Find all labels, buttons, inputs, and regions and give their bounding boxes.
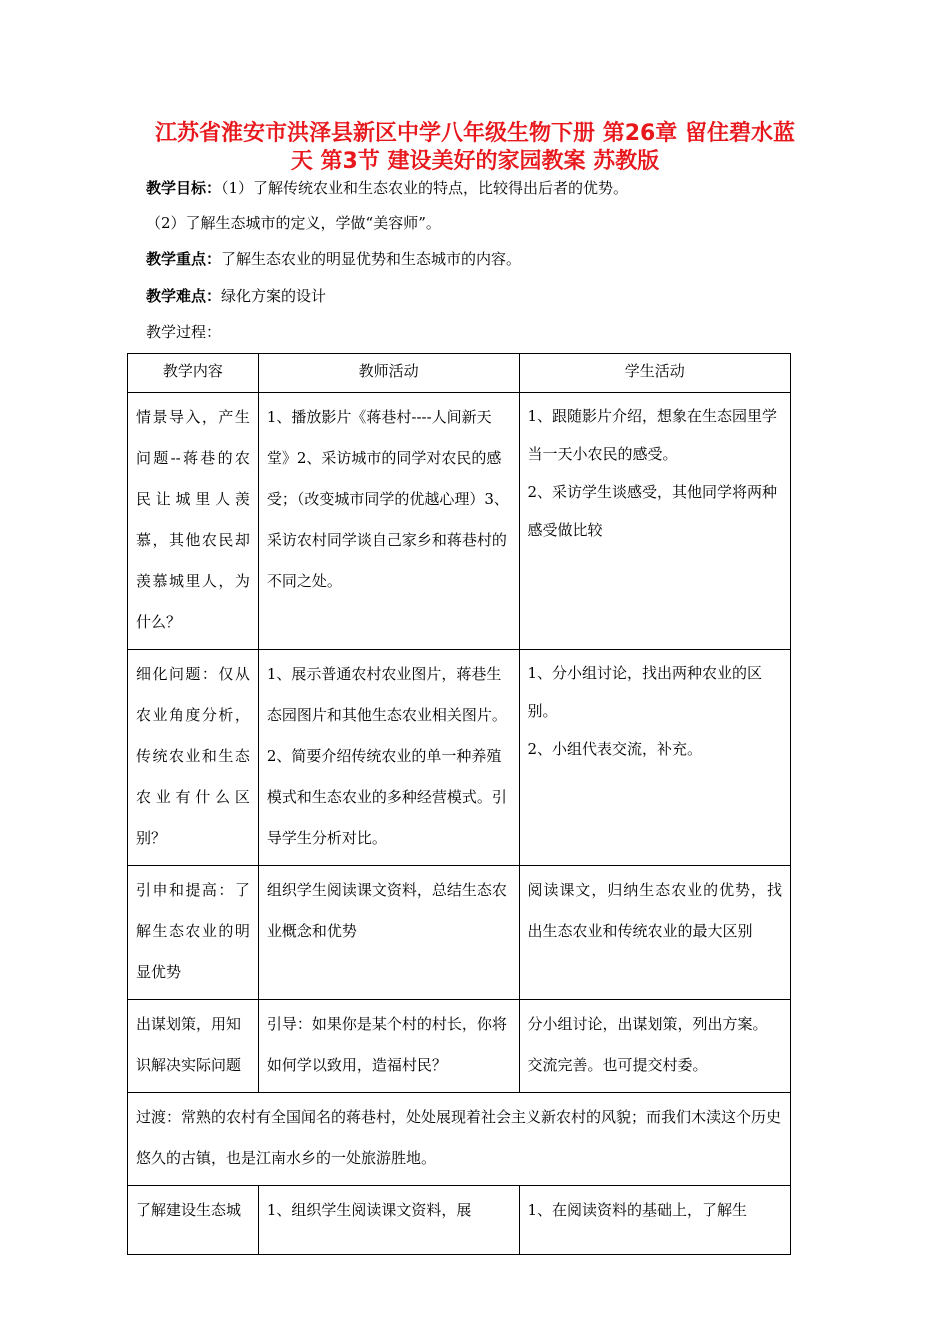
process-label: 教学过程： <box>146 323 222 341</box>
focus-text: 了解生态农业的明显优势和生态城市的内容。 <box>221 250 522 268</box>
goal-2: （2）了解生态城市的定义，学做“美容师”。 <box>146 214 441 232</box>
row-1-content: 情景导入，产生问题--蒋巷的农民让城里人羡慕，其他农民却羡慕城里人，为什么？ <box>128 393 259 650</box>
row-2-student-p1: 1、分小组讨论，找出两种农业的区别。 <box>527 664 763 720</box>
header-content: 教学内容 <box>128 354 259 393</box>
row-3-teacher-p1: 组织学生阅读课文资料，总结生态农业概念和优势 <box>266 881 507 940</box>
row-2-teacher-p1: 1、展示普通农村农业图片，蒋巷生态园图片和其他生态农业相关图片。 <box>266 665 507 724</box>
table-row <box>128 1186 791 1255</box>
difficulty-text: 绿化方案的设计 <box>221 287 327 305</box>
table-row <box>128 866 791 1000</box>
table-header-row <box>128 354 791 393</box>
table-row <box>128 393 791 650</box>
row-5-content: 了解建设生态城 <box>128 1186 259 1255</box>
teaching-goal <box>146 178 628 198</box>
row-3-student <box>519 866 790 1000</box>
teaching-difficulty <box>146 286 326 306</box>
transition-text: 过渡：常熟的农村有全国闻名的蒋巷村，处处展现着社会主义新农村的风貌；而我们木渎这个历史悠久的古镇，也是江南水乡的一处旅游胜地。 <box>128 1093 791 1186</box>
row-5-student: 1、在阅读资料的基础上，了解生 <box>519 1186 790 1255</box>
row-2-content: 细化问题：仅从农业角度分析，传统农业和生态农业有什么区别？ <box>128 650 259 866</box>
row-1-student-p1: 1、跟随影片介绍，想象在生态园里学当一天小农民的感受。 <box>527 407 778 463</box>
row-5-teacher: 1、组织学生阅读课文资料，展 <box>258 1186 519 1255</box>
row-2-student-p2: 2、小组代表交流，补充。 <box>527 740 703 758</box>
transition-row <box>128 1093 791 1186</box>
title-line-2: 天 第3节 建设美好的家园教案 苏教版 <box>290 149 660 174</box>
header-student: 学生活动 <box>519 354 790 393</box>
row-1-teacher <box>258 393 519 650</box>
row-4-student <box>519 1000 790 1093</box>
row-4-content: 出谋划策，用知识解决实际问题 <box>128 1000 259 1093</box>
goal-1: （1）了解传统农业和生态农业的特点，比较得出后者的优势。 <box>221 179 629 197</box>
goal-label: 教学目标： <box>146 179 222 197</box>
row-3-student-p1: 阅读课文，归纳生态农业的优势，找出生态农业和传统农业的最大区别 <box>527 881 782 940</box>
difficulty-label: 教学难点： <box>146 287 222 305</box>
focus-label: 教学重点： <box>146 250 222 268</box>
row-3-content: 引申和提高：了解生态农业的明显优势 <box>128 866 259 1000</box>
row-2-teacher-p2: 2、简要介绍传统农业的单一种养殖模式和生态农业的多种经营模式。引导学生分析对比。 <box>266 747 507 847</box>
title-line-1: 江苏省淮安市洪泽县新区中学八年级生物下册 第26章 留住碧水蓝 <box>155 121 795 146</box>
row-4-student-p1: 分小组讨论，出谋划策，列出方案。交流完善。也可提交村委。 <box>527 1015 768 1074</box>
row-4-teacher <box>258 1000 519 1093</box>
lesson-table <box>127 353 791 1255</box>
table-row <box>128 650 791 866</box>
row-1-student-p2: 2、采访学生谈感受，其他同学将两种感受做比较 <box>527 483 778 539</box>
header-teacher: 教师活动 <box>258 354 519 393</box>
row-1-teacher-p1: 1、播放影片《蒋巷村----人间新天堂》2、采访城市的同学对农民的感受；（改变城市同学的优越心理）3、采访农村同学谈自己家乡和蒋巷村的不同之处。 <box>266 408 509 590</box>
row-3-teacher <box>258 866 519 1000</box>
row-2-teacher <box>258 650 519 866</box>
row-1-student <box>519 393 790 650</box>
table-row <box>128 1000 791 1093</box>
row-4-teacher-p1: 引导：如果你是某个村的村长，你将如何学以致用，造福村民？ <box>266 1015 507 1074</box>
teaching-focus <box>146 249 521 269</box>
document-title <box>100 120 850 176</box>
row-2-student <box>519 650 790 866</box>
